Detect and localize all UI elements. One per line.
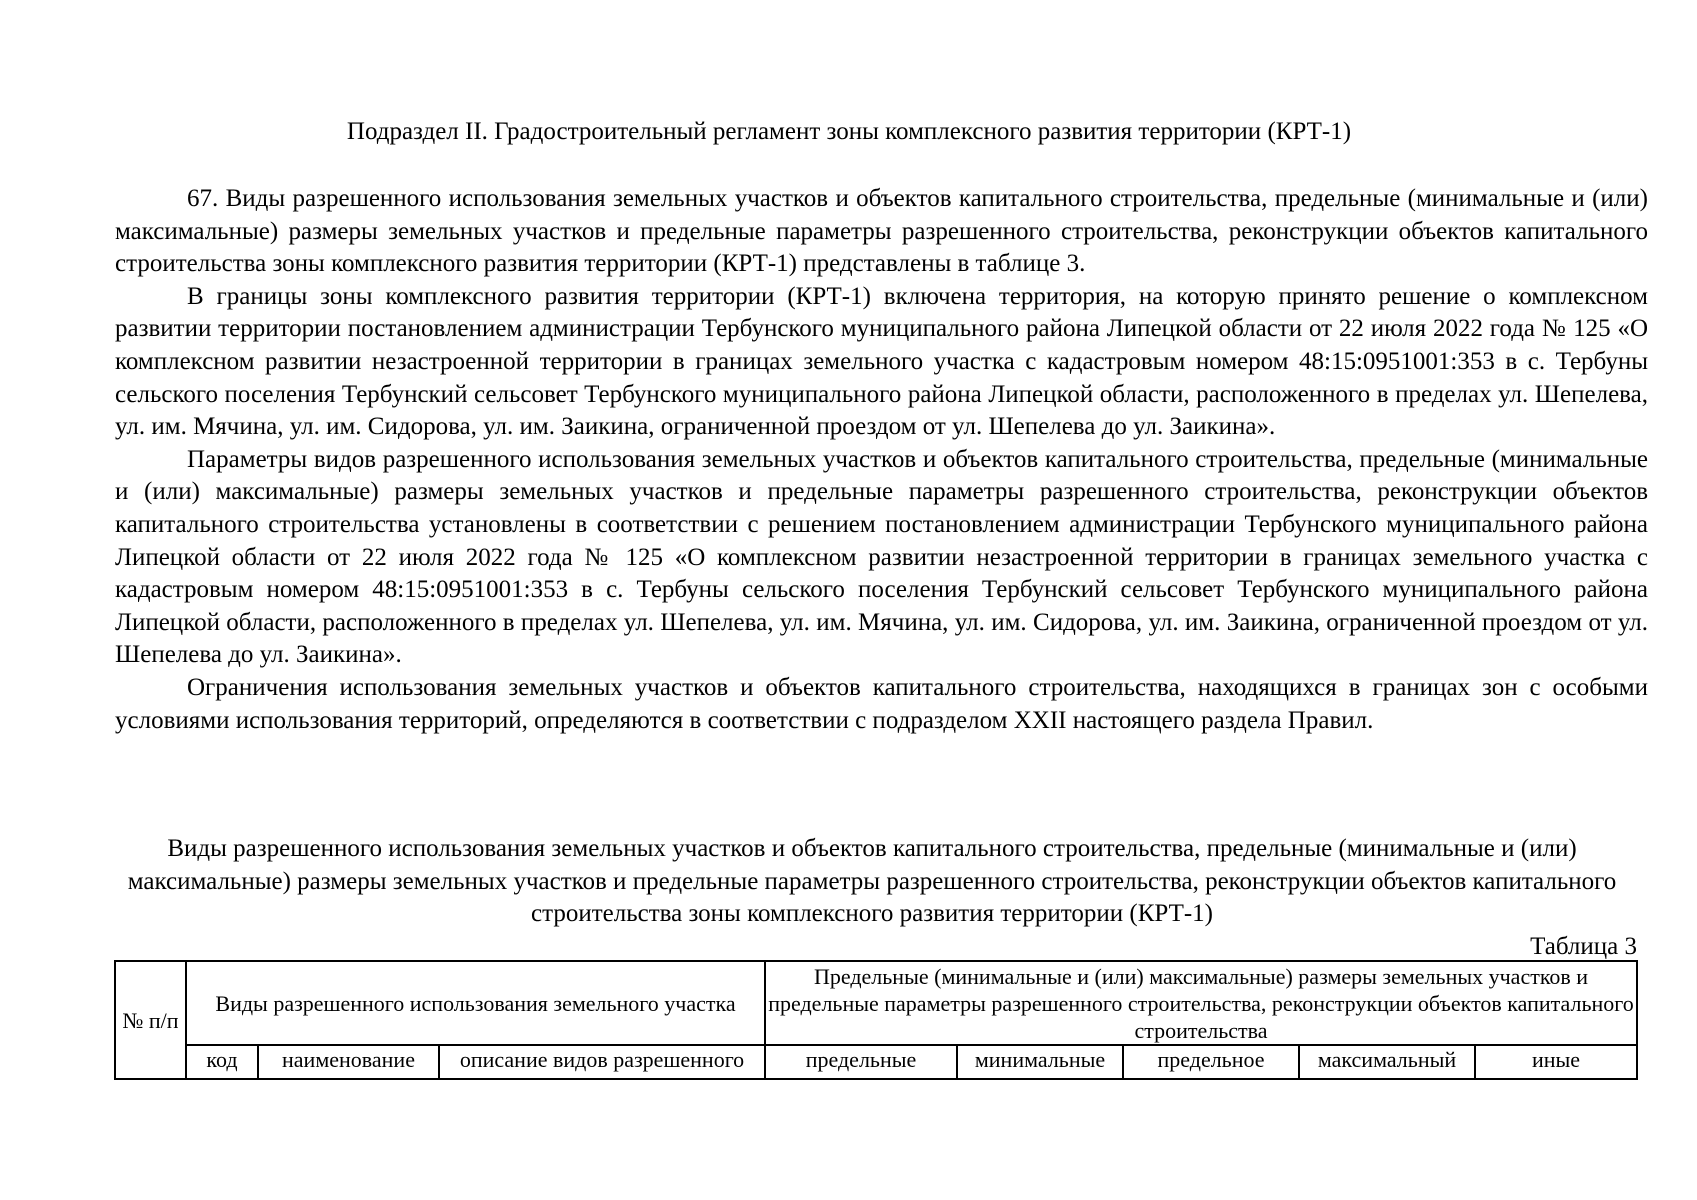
regulations-table <box>114 960 1638 1080</box>
table-header-row <box>115 961 1637 1045</box>
subheader-limit-sizes: предельные <box>765 1045 957 1079</box>
header-limits: Предельные (минимальные и (или) максимальные) размеры земельных участков и предельные параметры разрешенного строительства, реконструкции объектов капитального строительства <box>765 961 1637 1045</box>
body-text <box>115 183 1648 737</box>
subsection-title: Подраздел II. Градостроительный регламент зоны комплексного развития территории (КРТ-1) <box>346 118 1352 145</box>
table-caption: Виды разрешенного использования земельных участков и объектов капитального строительства, предельные (минимальные и (или) максимальные) размеры земельных участков и предельные параметры разрешенного строительства, реконструкции объектов капитального строительства зоны комплексного развития территории (КРТ-1) <box>127 835 1617 928</box>
paragraph-krt-boundaries: В границы зоны комплексного развития территории (КРТ-1) включена территория, на которую принято решение о комплексном развитии территории постановлением администрации Тербунского муниципального района Липецкой области от 22 июля 2022 года № 125 «О комплексном развитии незастроенной территории в границах земельного участка с кадастровым номером 48:15:0951001:353 в с. Тербуны сельского поселения Тербунский сельсовет Тербунского муниципального района Липецкой области, расположенного в пределах ул. Шепелева, ул. им. Мячина, ул. им. Сидорова, ул. им. Заикина, ограниченной проездом от ул. Шепелева до ул. Заикина». <box>115 282 1648 441</box>
table-subheader-row <box>115 1045 1637 1079</box>
subheader-minimum: минимальные <box>957 1045 1123 1079</box>
subheader-description: описание видов разрешенного <box>439 1045 765 1079</box>
subheader-other: иные <box>1475 1045 1637 1079</box>
paragraph-restrictions: Ограничения использования земельных участков и объектов капитального строительства, находящихся в границах зон с особыми условиями использования территорий, определяются в соответствии с подразделом XXII настоящего раздела Правил. <box>115 673 1648 734</box>
table-number: Таблица 3 <box>1530 933 1637 960</box>
paragraph-parameters: Параметры видов разрешенного использования земельных участков и объектов капитального строительства, предельные (минимальные и (или) максимальные) размеры земельных участков и предельные параметры разрешенного строительства, реконструкции объектов капитального строительства установлены в соответствии с решением постановлением администрации Тербунского муниципального района Липецкой области от 22 июля 2022 года № 125 «О комплексном развитии незастроенной территории в границах земельного участка с кадастровым номером 48:15:0951001:353 в с. Тербуны сельского поселения Тербунский сельсовет Тербунского муниципального района Липецкой области, расположенного в пределах ул. Шепелева, ул. им. Мячина, ул. им. Сидорова, ул. им. Заикина, ограниченной проездом от ул. Шепелева до ул. Заикина». <box>115 445 1648 669</box>
header-use-types: Виды разрешенного использования земельного участка <box>186 961 765 1045</box>
subheader-name: наименование <box>258 1045 439 1079</box>
header-number: № п/п <box>115 961 186 1079</box>
subheader-maximum: максимальный <box>1299 1045 1475 1079</box>
subheader-limit-number: предельное <box>1123 1045 1299 1079</box>
paragraph-67: 67. Виды разрешенного использования земельных участков и объектов капитального строительства, предельные (минимальные и (или) максимальные) размеры земельных участков и предельные параметры разрешенного строительства, реконструкции объектов капитального строительства зоны комплексного развития территории (КРТ-1) представлены в таблице 3. <box>115 185 1648 278</box>
subheader-code: код <box>186 1045 258 1079</box>
